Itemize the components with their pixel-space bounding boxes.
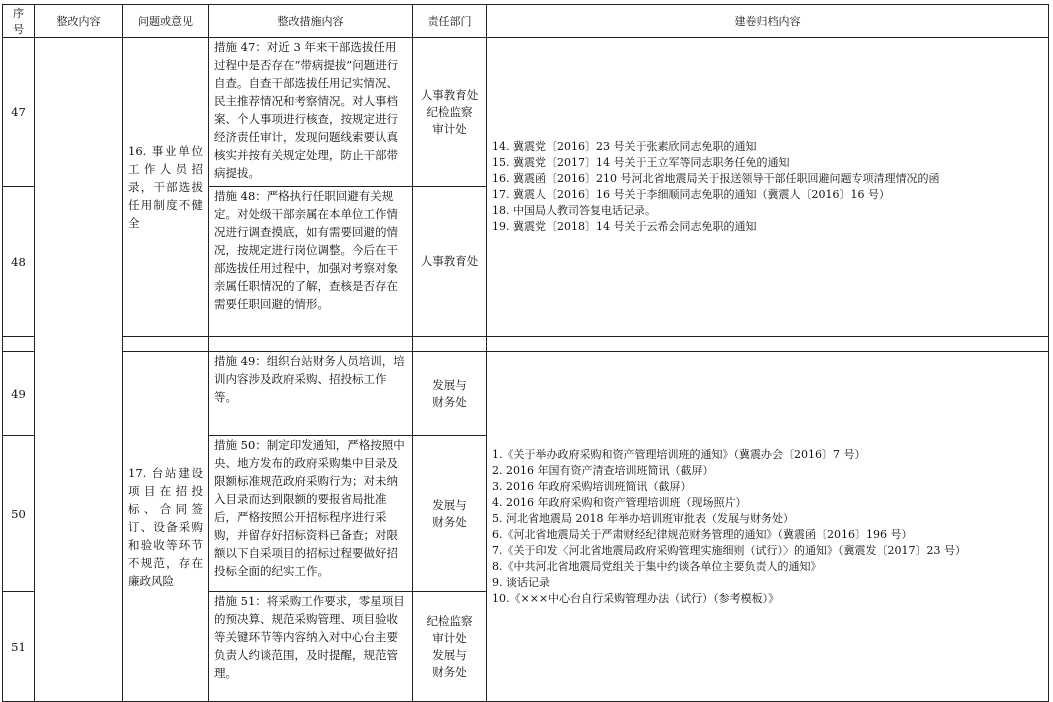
archive-cell bbox=[487, 38, 1049, 337]
archive-item: 17. 冀震人〔2016〕16 号关于李细顺同志免职的通知（冀震人〔2016〕16 号） bbox=[492, 188, 890, 201]
dept-cell: 人事教育处 纪检监察 审计处 bbox=[413, 38, 487, 187]
header-row bbox=[3, 5, 1049, 38]
archive-item: 9. 谈话记录 bbox=[492, 575, 550, 589]
header-item: 整改内容 bbox=[35, 5, 123, 38]
archive-item: 7.《关于印发〈河北省地震局政府采购管理实施细则（试行）〉的通知》（冀震发〔2017〕23 号） bbox=[492, 543, 966, 557]
archive-item: 2. 2016 年国有资产清查培训班简讯（截屏） bbox=[492, 463, 714, 477]
archive-cell bbox=[487, 352, 1049, 702]
spacer-row bbox=[3, 337, 1049, 352]
header-archive: 建卷归档内容 bbox=[487, 5, 1049, 38]
measure-cell: 措施 49：组织台站财务人员培训，培训内容涉及政府采购、招投标工作等。 bbox=[209, 352, 413, 436]
issue-cell: 17. 台站建设项目在招投标、合同签订、设备采购和验收等环节不规范，存在廉政风险 bbox=[123, 352, 209, 702]
header-issue: 问题或意见 bbox=[123, 5, 209, 38]
row-seq: 47 bbox=[3, 38, 35, 187]
header-dept: 责任部门 bbox=[413, 5, 487, 38]
table-row bbox=[3, 352, 1049, 436]
header-measure: 整改措施内容 bbox=[209, 5, 413, 38]
archive-item: 16. 冀震函〔2016〕210 号河北省地震局关于报送领导干部任职回避问题专项清理情况的函 bbox=[492, 172, 940, 185]
rectification-item-cell bbox=[35, 38, 123, 702]
archive-item: 1.《关于举办政府采购和资产管理培训班的通知》（冀震办会〔2016〕7 号） bbox=[492, 447, 866, 461]
dept-cell: 发展与 财务处 bbox=[413, 352, 487, 436]
archive-item: 6.《河北省地震局关于严肃财经纪律规范财务管理的通知》（冀震函〔2016〕196 号） bbox=[492, 527, 913, 541]
header-seq: 序号 bbox=[3, 5, 35, 38]
rectification-table bbox=[2, 4, 1049, 702]
archive-item: 18. 中国局人教司答复电话记录。 bbox=[492, 204, 656, 217]
archive-item: 14. 冀震党〔2016〕23 号关于张素欣同志免职的通知 bbox=[492, 140, 757, 153]
measure-cell: 措施 50：制定印发通知，严格按照中央、地方发布的政府采购集中目录及限额标准规范政府采购行为；对未纳入目录而达到限额的要报省局批准后，严格按照公开招标程序进行采购，并留存好招标资料已备查；对限额以下自采项目的招标过程要做好招投标全面的纪实工作。 bbox=[209, 436, 413, 592]
archive-item: 3. 2016 年政府采购培训班简讯（截屏） bbox=[492, 479, 692, 493]
measure-cell: 措施 48：严格执行任职回避有关规定。对处级干部亲属在本单位工作情况进行调查摸底，如有需要回避的情况，按规定进行岗位调整。今后在干部选拔任用过程中，加强对考察对象亲属任职情况的了解，查核是否存在需要任职回避的情形。 bbox=[209, 187, 413, 337]
archive-item: 4. 2016 年政府采购和资产管理培训班（现场照片） bbox=[492, 495, 747, 509]
measure-cell: 措施 51：将采购工作要求，零星项目的预决算、规范采购管理、项目验收等关键环节等内容纳入对中心台主要负责人约谈范围，及时提醒，规范管理。 bbox=[209, 592, 413, 702]
issue-cell: 16. 事业单位工作人员招录，干部选拔任用制度不健全 bbox=[123, 38, 209, 337]
dept-cell: 纪检监察 审计处 发展与 财务处 bbox=[413, 592, 487, 702]
archive-item: 15. 冀震党〔2017〕14 号关于王立军等同志职务任免的通知 bbox=[492, 156, 790, 169]
row-seq: 49 bbox=[3, 352, 35, 436]
row-seq: 51 bbox=[3, 592, 35, 702]
archive-item: 5. 河北省地震局 2018 年举办培训班审批表（发展与财务处） bbox=[492, 511, 794, 525]
measure-cell: 措施 47：对近 3 年来干部选拔任用过程中是否存在“带病提拔”问题进行自查。自查干部选拔任用记实情况、民主推荐情况和考察情况。对人事档案、个人事项进行核查，按规定进行经济责任审计，发现问题线索要认真核实并按有关规定处理，防止干部带病提拔。 bbox=[209, 38, 413, 187]
table-row bbox=[3, 38, 1049, 187]
dept-cell: 人事教育处 bbox=[413, 187, 487, 337]
archive-item: 8.《中共河北省地震局党组关于集中约谈各单位主要负责人的通知》 bbox=[492, 559, 822, 573]
row-seq: 50 bbox=[3, 436, 35, 592]
archive-item: 10.《×××中心台自行采购管理办法（试行）（参考模板）》 bbox=[492, 591, 780, 605]
dept-cell: 发展与 财务处 bbox=[413, 436, 487, 592]
archive-item: 19. 冀震党〔2018〕14 号关于云希会同志免职的通知 bbox=[492, 220, 757, 233]
row-seq: 48 bbox=[3, 187, 35, 337]
